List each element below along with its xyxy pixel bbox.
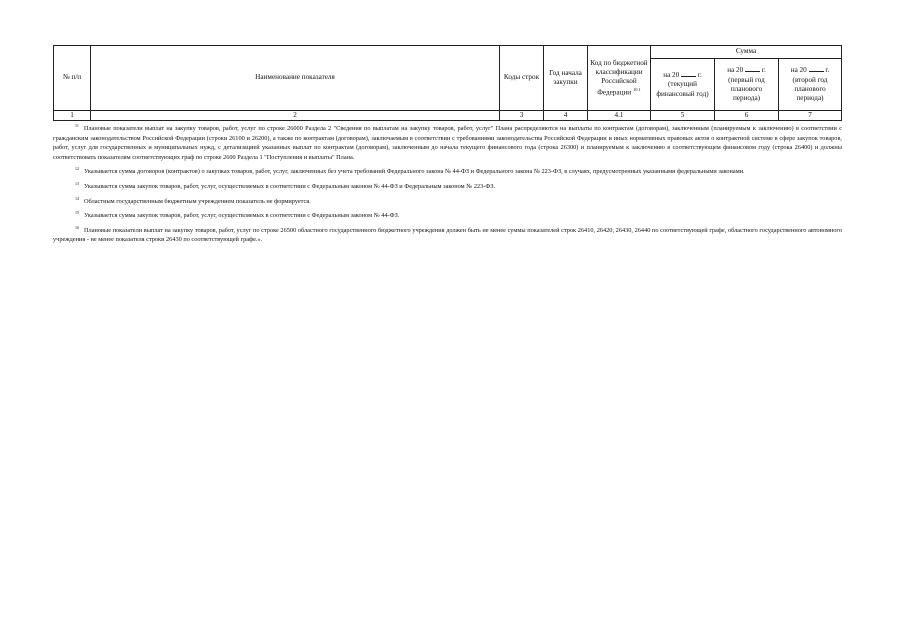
footnote (53, 164, 842, 177)
footnote-text: Указывается сумма закупок товаров, работ, услуг, осуществляемых в соответствии с Федеральным законом № 44-ФЗ. (84, 212, 400, 220)
column-number: 2 (91, 111, 500, 121)
header-second-plan-year-prefix: на 20 (790, 66, 807, 75)
header-indicator-name: Наименование показателя (91, 46, 500, 111)
footnote (53, 223, 842, 245)
header-current-year-suffix: г. (697, 70, 702, 79)
footnote-text: Областным государственным бюджетным учреждением показатель не формируется. (84, 197, 311, 205)
footnote-ref: 12 (75, 166, 79, 172)
header-current-year-prefix: на 20 (663, 70, 680, 79)
header-second-plan-year-desc: (второй год планового периода) (792, 75, 828, 103)
column-number: 3 (500, 111, 544, 121)
column-number-row (54, 111, 842, 121)
header-line-codes: Коды строк (500, 46, 544, 111)
header-first-plan-year-desc: (первый год планового периода) (728, 75, 765, 103)
footnote-text: Указывается сумма договоров (контрактов) о закупках товаров, работ, услуг, заключенных без учета требований Федерального закона № 44-ФЗ и Федерального закона № 223-ФЗ, в случаях, предусмотренных указанными федеральными законами. (84, 168, 745, 176)
footnote-ref: 15 (75, 210, 79, 216)
column-number: 5 (651, 111, 715, 121)
footnote (53, 194, 842, 207)
header-first-plan-year-prefix: на 20 (727, 66, 744, 75)
header-second-plan-year-suffix: г. (825, 66, 830, 75)
footnote-text: Плановые показатели выплат на закупку товаров, работ, услуг по строке 26000 Раздела 2 "Сведения по выплатам на закупку товаров, работ, услуг" Плана распределяются на выплаты по контрактам (договорам), заключенным (планируемым к заключению) в соответствии с гражданским законодательством Российской Федерации (строки 26100 и 26200), а также по контрактам (договорам), заключаемым в соответствии с требованиями законодательства Российской Федерации и иных нормативных правовых актов о контрактной системе в сфере закупок товаров, работ, услуг для государственных и муниципальных нужд, с детализацией указанных выплат по контрактам (договорам), заключенным до начала текущего финансового года (строка 26300) и планируемым к заключению в соответствующем финансовом году (строка 26400) и должны соответствовать показателям соответствующих граф по строке 2600 Раздела 1 "Поступления и выплаты" Плана. (53, 125, 842, 161)
footnote-text: Плановые показатели выплат на закупку товаров, работ, услуг по строке 26500 областного государственного бюджетного учреждения должен быть не менее суммы показателей строк 26410, 26420, 26430, 26440 по соответствующей графе, областного государственного автономного учреждения - не менее показателя строки 26430 по соответствующей графе.». (53, 226, 842, 244)
year-blank (745, 65, 760, 72)
header-row-number: № п/п (54, 46, 91, 111)
footnotes (53, 121, 842, 247)
header-first-plan-year (715, 59, 779, 111)
header-start-year: Год начала закупки (544, 46, 588, 111)
column-number: 7 (779, 111, 842, 121)
year-blank (681, 70, 696, 77)
column-number: 6 (715, 111, 779, 121)
header-current-year (651, 59, 715, 111)
footnote (53, 208, 842, 221)
header-budget-code-text: Код по бюджетной классификации Российской Федерации (590, 58, 648, 97)
footnote-ref: 16 (75, 224, 79, 230)
header-second-plan-year (779, 59, 842, 111)
header-first-plan-year-suffix: г. (761, 66, 766, 75)
footnote (53, 179, 842, 192)
footnote (53, 121, 842, 162)
column-number: 4 (544, 111, 588, 121)
column-number: 4.1 (588, 111, 651, 121)
header-budget-code-ref: 10.1 (632, 86, 641, 92)
header-budget-code (588, 46, 651, 111)
footnote-ref: 13 (75, 180, 79, 186)
footnote-ref: 11 (75, 123, 79, 128)
footnote-ref: 14 (75, 195, 79, 201)
plan-table (53, 45, 842, 121)
column-number: 1 (54, 111, 91, 121)
year-blank (809, 65, 824, 72)
header-sum: Сумма (651, 46, 842, 59)
footnote-text: Указывается сумма закупок товаров, работ, услуг, осуществляемых в соответствии с Федеральным законом № 44-ФЗ и Федеральным законом № 223-ФЗ. (84, 182, 496, 190)
header-current-year-desc: (текущий финансовый год) (656, 80, 709, 98)
